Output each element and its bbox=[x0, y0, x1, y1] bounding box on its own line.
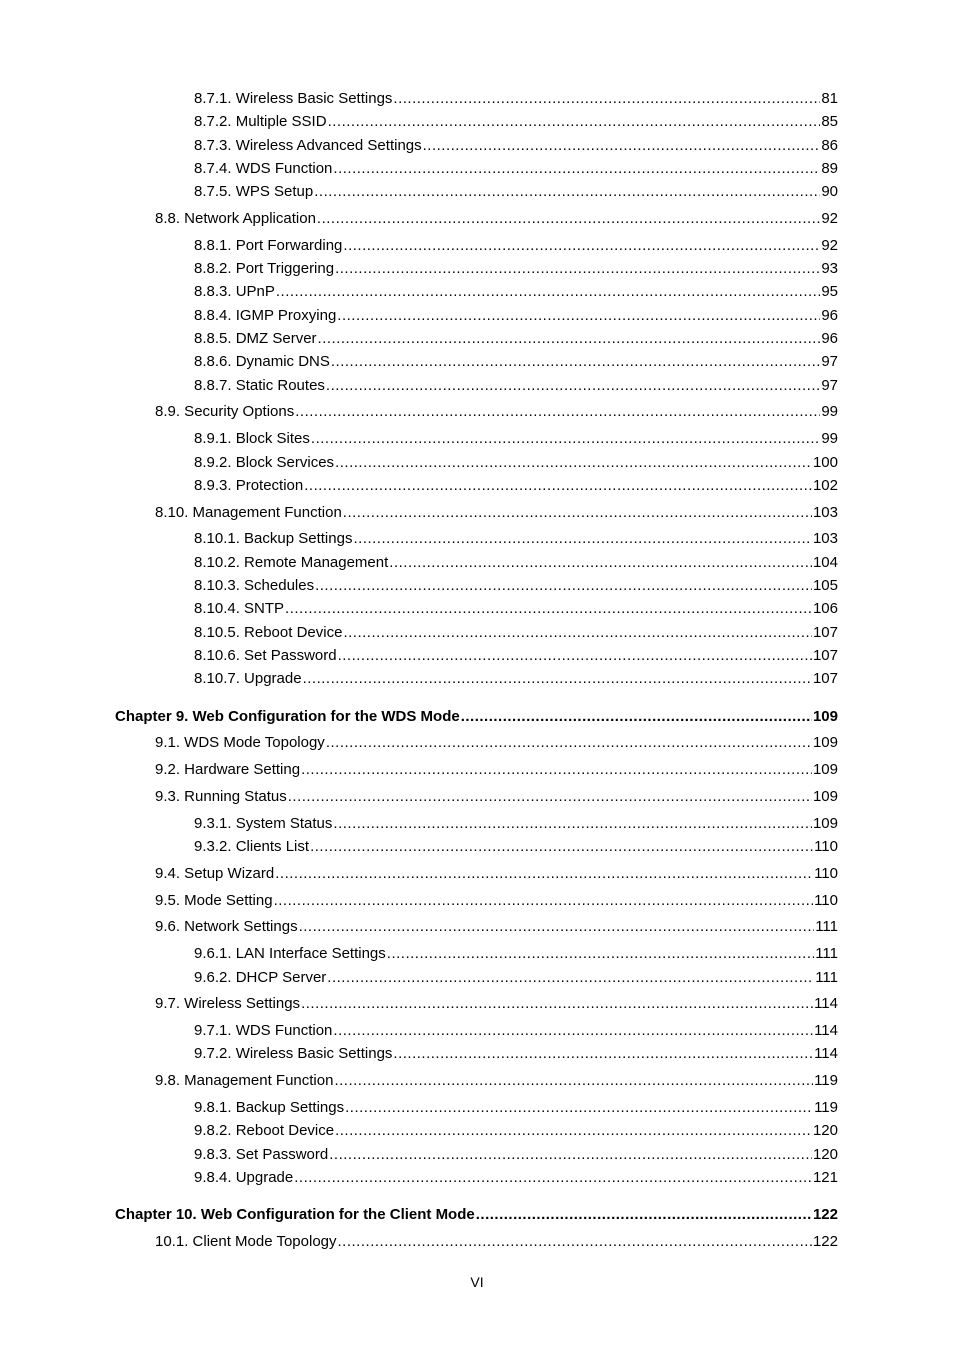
toc-entry-page: 103 bbox=[812, 530, 838, 548]
toc-chapter-entry[interactable] bbox=[115, 708, 838, 726]
toc-entry-title: 9.4. Setup Wizard bbox=[155, 864, 275, 882]
toc-entry[interactable] bbox=[194, 1045, 838, 1063]
toc-dot-leader bbox=[326, 377, 820, 395]
toc-entry[interactable] bbox=[194, 1122, 838, 1140]
toc-dot-leader bbox=[335, 454, 812, 472]
toc-entry-page: 90 bbox=[821, 183, 838, 201]
toc-entry-title: 9.8.1. Backup Settings bbox=[194, 1099, 345, 1116]
toc-entry[interactable] bbox=[194, 90, 838, 108]
toc-entry-page: 109 bbox=[812, 787, 838, 805]
toc-dot-leader bbox=[295, 403, 820, 421]
toc-entry-page: 107 bbox=[812, 623, 838, 641]
toc-dot-leader bbox=[337, 307, 820, 325]
toc-entry-page: 97 bbox=[821, 376, 838, 394]
toc-dot-leader bbox=[423, 137, 821, 155]
toc-entry[interactable] bbox=[194, 330, 838, 348]
toc-entry[interactable] bbox=[194, 477, 838, 495]
toc-entry[interactable] bbox=[194, 283, 838, 301]
toc-entry-title: 8.9.3. Protection bbox=[194, 476, 304, 494]
toc-entry-title: 8.10.6. Set Password bbox=[194, 646, 337, 664]
toc-dot-leader bbox=[389, 554, 812, 572]
toc-dot-leader bbox=[393, 1045, 813, 1063]
toc-dot-leader bbox=[335, 260, 820, 278]
toc-entry-page: 107 bbox=[812, 646, 838, 664]
toc-entry-title: 9.8.3. Set Password bbox=[194, 1145, 329, 1163]
toc-entry-title: Chapter 10. Web Configuration for the Client Mode bbox=[115, 1206, 475, 1224]
toc-entry[interactable] bbox=[194, 577, 838, 595]
toc-entry[interactable] bbox=[194, 1022, 838, 1040]
toc-entry-title: 9.3.1. System Status bbox=[194, 814, 333, 832]
toc-entry[interactable] bbox=[194, 260, 838, 278]
toc-entry-page: 99 bbox=[821, 403, 838, 421]
toc-entry[interactable] bbox=[194, 624, 838, 642]
toc-entry-title: 8.10.5. Reboot Device bbox=[194, 623, 343, 641]
toc-dot-leader bbox=[314, 183, 820, 201]
toc-entry-page: 111 bbox=[815, 918, 838, 936]
toc-entry-title: 9.7.2. Wireless Basic Settings bbox=[194, 1045, 393, 1063]
toc-dot-leader bbox=[343, 504, 812, 522]
toc-entry-page: 110 bbox=[814, 838, 838, 855]
toc-entry-title: 8.10.1. Backup Settings bbox=[194, 530, 353, 548]
toc-dot-leader bbox=[276, 283, 820, 301]
toc-entry-title: 8.9.2. Block Services bbox=[194, 453, 335, 471]
toc-dot-leader bbox=[301, 761, 812, 779]
toc-dot-leader bbox=[345, 1099, 813, 1117]
toc-entry[interactable] bbox=[155, 1233, 838, 1251]
toc-chapter-entry[interactable] bbox=[115, 1206, 838, 1224]
toc-dot-leader bbox=[275, 865, 813, 883]
toc-entry-title: 8.7.3. Wireless Advanced Settings bbox=[194, 136, 422, 154]
toc-entry[interactable] bbox=[194, 647, 838, 665]
toc-entry-page: 97 bbox=[821, 353, 838, 371]
toc-entry-page: 92 bbox=[821, 210, 838, 227]
toc-dot-leader bbox=[461, 708, 812, 726]
toc-entry-page: 99 bbox=[821, 430, 838, 448]
toc-entry[interactable] bbox=[155, 210, 838, 228]
toc-entry-title: 8.10.7. Upgrade bbox=[194, 670, 302, 688]
toc-dot-leader bbox=[294, 1169, 812, 1187]
toc-dot-leader bbox=[393, 90, 820, 108]
toc-entry-title: 8.8.7. Static Routes bbox=[194, 376, 325, 394]
toc-entry[interactable] bbox=[155, 1072, 838, 1090]
toc-entry[interactable] bbox=[194, 945, 838, 963]
toc-dot-leader bbox=[387, 945, 814, 963]
toc-entry-page: 104 bbox=[812, 553, 838, 571]
toc-entry-page: 86 bbox=[821, 136, 838, 154]
toc-entry-title: 8.7.2. Multiple SSID bbox=[194, 113, 327, 131]
toc-entry[interactable] bbox=[194, 530, 838, 548]
toc-entry-page: 109 bbox=[812, 814, 838, 832]
toc-dot-leader bbox=[317, 210, 820, 228]
toc-entry-title: 9.6. Network Settings bbox=[155, 918, 298, 936]
toc-entry[interactable] bbox=[194, 1099, 838, 1117]
toc-entry-page: 119 bbox=[814, 1099, 838, 1116]
toc-entry-title: 8.10.2. Remote Management bbox=[194, 553, 389, 571]
toc-entry[interactable] bbox=[194, 1169, 838, 1187]
toc-entry[interactable] bbox=[194, 430, 838, 448]
toc-dot-leader bbox=[285, 600, 812, 618]
toc-dot-leader bbox=[328, 113, 821, 131]
toc-dot-leader bbox=[318, 330, 821, 348]
toc-entry-page: 119 bbox=[814, 1072, 838, 1090]
toc-entry-page: 122 bbox=[812, 1206, 838, 1224]
toc-entry[interactable] bbox=[155, 892, 838, 910]
toc-entry-page: 114 bbox=[814, 1045, 838, 1063]
toc-dot-leader bbox=[338, 647, 812, 665]
toc-dot-leader bbox=[327, 969, 814, 987]
toc-dot-leader bbox=[335, 1122, 812, 1140]
toc-entry[interactable] bbox=[194, 160, 838, 178]
toc-entry-page: 109 bbox=[812, 734, 838, 752]
toc-entry[interactable] bbox=[155, 995, 838, 1013]
toc-entry[interactable] bbox=[194, 969, 838, 987]
toc-dot-leader bbox=[331, 353, 820, 371]
toc-entry-title: 9.8.4. Upgrade bbox=[194, 1168, 294, 1186]
toc-entry[interactable] bbox=[155, 734, 838, 752]
toc-entry-title: 9.6.1. LAN Interface Settings bbox=[194, 945, 386, 963]
toc-entry[interactable] bbox=[194, 554, 838, 572]
toc-entry-title: Chapter 9. Web Configuration for the WDS Mode bbox=[115, 707, 460, 725]
toc-dot-leader bbox=[329, 1146, 812, 1164]
toc-entry[interactable] bbox=[194, 237, 838, 255]
toc-entry-title: 8.8.1. Port Forwarding bbox=[194, 236, 343, 254]
toc-entry[interactable] bbox=[194, 454, 838, 472]
toc-entry[interactable] bbox=[194, 377, 838, 395]
toc-entry-page: 107 bbox=[812, 670, 838, 688]
toc-dot-leader bbox=[343, 237, 820, 255]
toc-entry-page: 85 bbox=[821, 113, 838, 131]
toc-entry-page: 92 bbox=[821, 236, 838, 254]
toc-entry[interactable] bbox=[194, 183, 838, 201]
toc-entry[interactable] bbox=[194, 307, 838, 325]
toc-entry-title: 8.9. Security Options bbox=[155, 403, 295, 421]
toc-entry[interactable] bbox=[155, 918, 838, 936]
toc-entry-title: 9.8.2. Reboot Device bbox=[194, 1122, 335, 1140]
toc-dot-leader bbox=[315, 577, 812, 595]
toc-entry-title: 9.7. Wireless Settings bbox=[155, 995, 301, 1013]
toc-entry-title: 8.7.4. WDS Function bbox=[194, 159, 333, 177]
toc-dot-leader bbox=[310, 838, 813, 856]
toc-entry-page: 110 bbox=[814, 891, 838, 909]
toc-entry-page: 89 bbox=[821, 159, 838, 177]
toc-dot-leader bbox=[333, 1022, 813, 1040]
toc-entry-page: 95 bbox=[821, 283, 838, 301]
toc-entry-page: 111 bbox=[815, 945, 838, 963]
toc-entry-page: 114 bbox=[814, 1022, 838, 1040]
toc-dot-leader bbox=[303, 670, 812, 688]
toc-entry-page: 105 bbox=[812, 577, 838, 594]
toc-entry-title: 8.8.3. UPnP bbox=[194, 283, 275, 301]
toc-entry[interactable] bbox=[155, 403, 838, 421]
toc-entry-title: 8.7.1. Wireless Basic Settings bbox=[194, 90, 393, 107]
toc-entry-page: 120 bbox=[812, 1145, 838, 1163]
toc-entry[interactable] bbox=[155, 788, 838, 806]
toc-entry-page: 111 bbox=[815, 968, 838, 986]
toc-entry[interactable] bbox=[194, 600, 838, 618]
toc-entry-title: 8.8.6. Dynamic DNS bbox=[194, 353, 330, 371]
toc-entry[interactable] bbox=[194, 670, 838, 688]
toc-entry[interactable] bbox=[155, 504, 838, 522]
toc-entry-page: 103 bbox=[812, 503, 838, 521]
toc-entry-page: 109 bbox=[812, 707, 838, 725]
toc-dot-leader bbox=[353, 530, 812, 548]
toc-entry-page: 106 bbox=[812, 600, 838, 618]
toc-entry[interactable] bbox=[155, 761, 838, 779]
toc-entry-page: 120 bbox=[812, 1122, 838, 1140]
toc-entry-page: 96 bbox=[821, 306, 838, 324]
toc-entry-title: 9.3. Running Status bbox=[155, 787, 287, 805]
page-number: VI bbox=[470, 1274, 484, 1290]
toc-entry-title: 9.5. Mode Setting bbox=[155, 891, 273, 909]
toc-entry-title: 9.8. Management Function bbox=[155, 1072, 334, 1090]
toc-entry-page: 122 bbox=[812, 1233, 838, 1250]
toc-entry-page: 114 bbox=[814, 995, 838, 1013]
toc-entry-title: 8.9.1. Block Sites bbox=[194, 430, 310, 448]
toc-entry-title: 8.8.4. IGMP Proxying bbox=[194, 306, 337, 324]
toc-dot-leader bbox=[476, 1206, 812, 1224]
toc-dot-leader bbox=[299, 918, 815, 936]
toc-entry[interactable] bbox=[194, 113, 838, 131]
toc-entry-page: 93 bbox=[821, 260, 838, 278]
toc-dot-leader bbox=[288, 788, 812, 806]
toc-entry-title: 8.10.3. Schedules bbox=[194, 577, 315, 594]
toc-entry-title: 9.3.2. Clients List bbox=[194, 838, 310, 855]
toc-entry-title: 10.1. Client Mode Topology bbox=[155, 1233, 337, 1250]
toc-entry[interactable] bbox=[194, 353, 838, 371]
toc-entry-title: 9.7.1. WDS Function bbox=[194, 1022, 333, 1040]
toc-entry-title: 8.10. Management Function bbox=[155, 503, 342, 521]
toc-entry-page: 96 bbox=[821, 330, 838, 347]
toc-entry-page: 81 bbox=[821, 90, 838, 107]
toc-entry-page: 110 bbox=[814, 864, 838, 882]
toc-entry-page: 109 bbox=[812, 761, 838, 779]
toc-entry-title: 8.7.5. WPS Setup bbox=[194, 183, 314, 201]
toc-entry[interactable] bbox=[194, 815, 838, 833]
toc-dot-leader bbox=[326, 734, 812, 752]
toc-dot-leader bbox=[333, 160, 820, 178]
toc-entry-title: 9.1. WDS Mode Topology bbox=[155, 734, 325, 752]
toc-entry-title: 8.8.5. DMZ Server bbox=[194, 330, 317, 347]
toc-dot-leader bbox=[333, 815, 812, 833]
toc-dot-leader bbox=[338, 1233, 812, 1251]
toc-entry-page: 100 bbox=[812, 453, 838, 471]
toc-entry-title: 8.10.4. SNTP bbox=[194, 600, 285, 618]
toc-dot-leader bbox=[274, 892, 814, 910]
toc-entry-title: 9.6.2. DHCP Server bbox=[194, 968, 327, 986]
toc-entry-page: 121 bbox=[812, 1168, 838, 1186]
toc-entry-page: 102 bbox=[812, 476, 838, 494]
toc-dot-leader bbox=[311, 430, 820, 448]
toc-entry[interactable] bbox=[194, 838, 838, 856]
toc-dot-leader bbox=[343, 624, 812, 642]
toc-dot-leader bbox=[334, 1072, 813, 1090]
toc-entry[interactable] bbox=[194, 137, 838, 155]
toc-entry-title: 9.2. Hardware Setting bbox=[155, 761, 301, 779]
toc-entry-title: 8.8.2. Port Triggering bbox=[194, 260, 335, 278]
toc-entry-title: 8.8. Network Application bbox=[155, 210, 316, 227]
toc-dot-leader bbox=[301, 995, 813, 1013]
toc-entry[interactable] bbox=[194, 1146, 838, 1164]
toc-dot-leader bbox=[304, 477, 812, 495]
toc-entry[interactable] bbox=[155, 865, 838, 883]
